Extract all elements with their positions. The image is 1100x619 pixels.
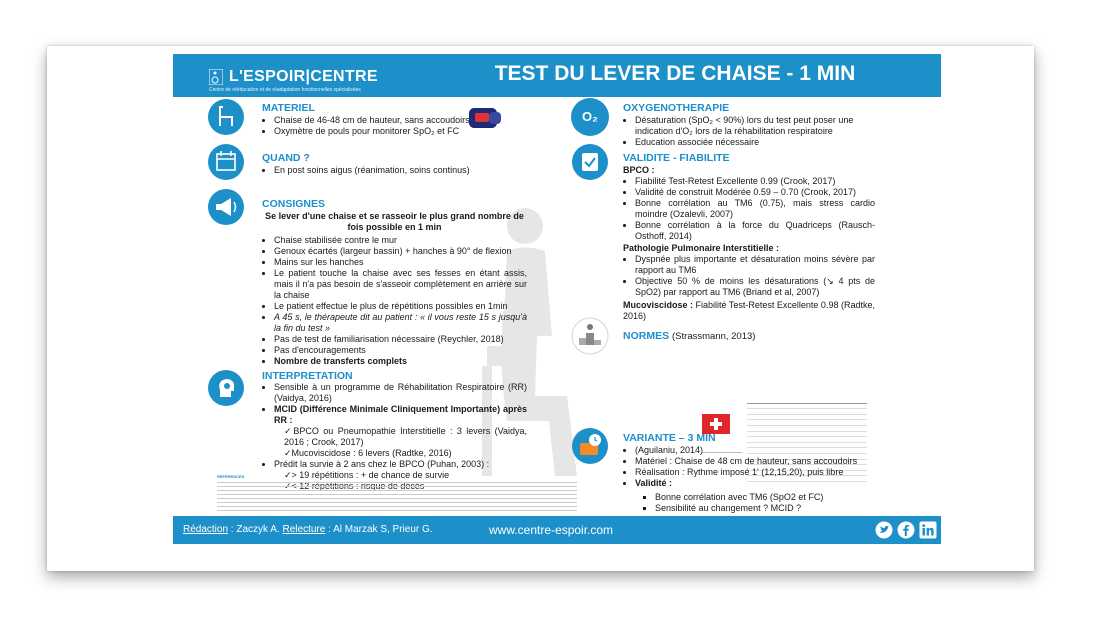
list-item: • Prédit la survie à 2 ans chez le BPCO (Puhan, 2003) : [274,459,527,470]
list-item: • Pas de test de familiarisation nécessaire (Reychler, 2018) [274,334,527,345]
list-item [284,426,527,448]
consignes-lead: Se lever d'une chaise et se rasseoir le plus grand nombre de fois possible en 1 min [265,211,524,232]
muco-label: Mucoviscidose : [623,300,694,310]
quand-list [262,165,522,176]
normes-heading [623,330,755,342]
page-title: TEST DU LEVER DE CHAISE - 1 MIN [494,62,856,85]
references-block [217,474,577,512]
clock-device-icon [571,427,609,465]
list-item: • Bonne corrélation à la force du Quadriceps (Rausch-Osthoff, 2014) [635,220,875,242]
list-item: • MCID (Différence Minimale Cliniquement Importante) après RR : [274,404,527,426]
calendar-icon [207,143,245,181]
list-item: • Chaise stabilisée contre le mur [274,235,527,246]
header-bar [173,54,941,97]
sub-item-text: > 19 répétitions : + de chance de survie [291,470,450,480]
list-item: • Validité de construit Modérée 0.59 – 0.70 (Crook, 2017) [635,187,875,198]
pid-list [623,254,875,298]
twitter-icon[interactable] [875,521,893,539]
list-item: • Genoux écartés (largeur bassin) + hanches à 90° de flexion [274,246,527,257]
podium-icon [571,317,609,355]
variante-list [623,445,883,514]
list-item: • A 45 s, le thérapeute dit au patient : « il vous reste 15 s jusqu'à la fin du test » [274,312,527,334]
variante-title: VARIANTE – 3 MIN [623,432,716,444]
list-item: • Réalisation : Rythme imposé 1' (12,15,20), puis libre [635,467,883,478]
muco-block [623,300,875,322]
footer-bar [173,516,941,544]
website-link[interactable]: www.centre-espoir.com [489,523,614,537]
list-item: • Dyspnée plus importante et désaturation moins sévère par rapport au TM6 [635,254,875,276]
redaction-label: Rédaction [183,524,229,535]
swiss-flag-icon [702,414,730,434]
oxygen-icon: O₂ [571,98,609,136]
sub-item-text: Mucoviscidose : 6 levers (Radtke, 2016) [291,448,452,458]
list-item: ▪ Sensibilité au changement ? MCID ? [655,503,883,514]
normes-source: (Strassmann, 2013) [672,331,756,342]
normes-title: NORMES [623,330,670,342]
list-item: • Sensible à un programme de Réhabilitation Respiratoire (RR) (Vaidya, 2016) [274,382,527,404]
quand-title: QUAND ? [262,152,310,164]
clipboard-check-icon [571,143,609,181]
list-item: • Chaise de 46-48 cm de hauteur, sans accoudoirs [274,115,482,126]
list-item: • Pas d'encouragements [274,345,527,356]
list-item [284,448,527,459]
list-item: • Fiabilité Test-Retest Excellente 0.99 (Crook, 2017) [635,176,875,187]
bpco-label: BPCO : [623,165,655,175]
bpco-list [623,176,875,242]
list-item: • Bonne corrélation au TM6 (0.75), mais stress cardio moindre (Ozalevli, 2007) [635,198,875,220]
logo-text: L'ESPOIR|CENTRE [229,68,378,85]
list-item: • Mains sur les hanches [274,257,527,268]
list-item: • Le patient touche la chaise avec ses fesses en étant assis, mais il n'a pas besoin de s'asseoir complètement en arrière sur la chaise [274,268,527,301]
muco-text: Fiabilité Test-Retest Excellente 0.98 (Radtke, 2016) [623,300,875,321]
poster-sheet [47,46,1034,571]
logo [209,68,384,94]
list-item: • Validité : [635,478,883,489]
list-item: • Oxymètre de pouls pour monitorer SpO₂ et FC [274,126,482,137]
relecture-value: : Al Marzak S, Prieur G. [325,524,433,535]
logo-subtitle: Centre de rééducation et de réadaptation fonctionnelles spécialisées [209,87,361,93]
references-title: RÉFÉRENCES [217,474,245,479]
list-item: • Matériel : Chaise de 48 cm de hauteur, sans accoudoirs [635,456,883,467]
chair-icon [207,98,245,136]
credits [183,524,433,535]
list-item: • Désaturation (SpO₂ < 90%) lors du test peut poser une indication d'O₂ lors de la réhabilitation respiratoire [635,115,883,137]
oxygen-list [623,115,883,148]
head-brain-icon [207,369,245,407]
linkedin-icon[interactable] [919,521,937,539]
list-item: ▪ Bonne corrélation avec TM6 (SpO2 et FC) [655,492,883,503]
consignes-title: CONSIGNES [262,198,326,210]
list-item: • En post soins aigus (réanimation, soins continus) [274,165,522,176]
relecture-label: Relecture [282,524,326,535]
list-item: • Objective 50 % de moins les désaturations (↘ 4 pts de SpO2) par rapport au TM6 (Briand et al, 2007) [635,276,875,298]
oxygen-title: OXYGENOTHERAPIE [623,102,730,114]
list-item: • (Aguilaniu, 2014) [635,445,883,456]
materiel-list [262,115,482,137]
list-item: • Education associée nécessaire [635,137,883,148]
consignes-list [262,235,527,367]
facebook-icon[interactable] [897,521,915,539]
sub-item-text: < 12 répétitions : risque de décès [291,481,425,491]
sub-item-text: BPCO ou Pneumopathie Interstitielle : 3 levers (Vaidya, 2016 ; Crook, 2017) [284,426,527,447]
wheelchair-icon [209,69,223,85]
redaction-value: : Zaczyk A. [228,524,283,535]
megaphone-icon [207,188,245,226]
list-item: • Nombre de transferts complets [274,356,527,367]
interpretation-title: INTERPRETATION [262,370,353,382]
references-lines [217,480,577,511]
list-item: • Le patient effectue le plus de répétitions possibles en 1min [274,301,527,312]
materiel-title: MATERIEL [262,102,315,114]
validite-title: VALIDITE - FIABILITE [623,152,730,164]
pid-label: Pathologie Pulmonaire Interstitielle : [623,243,780,253]
